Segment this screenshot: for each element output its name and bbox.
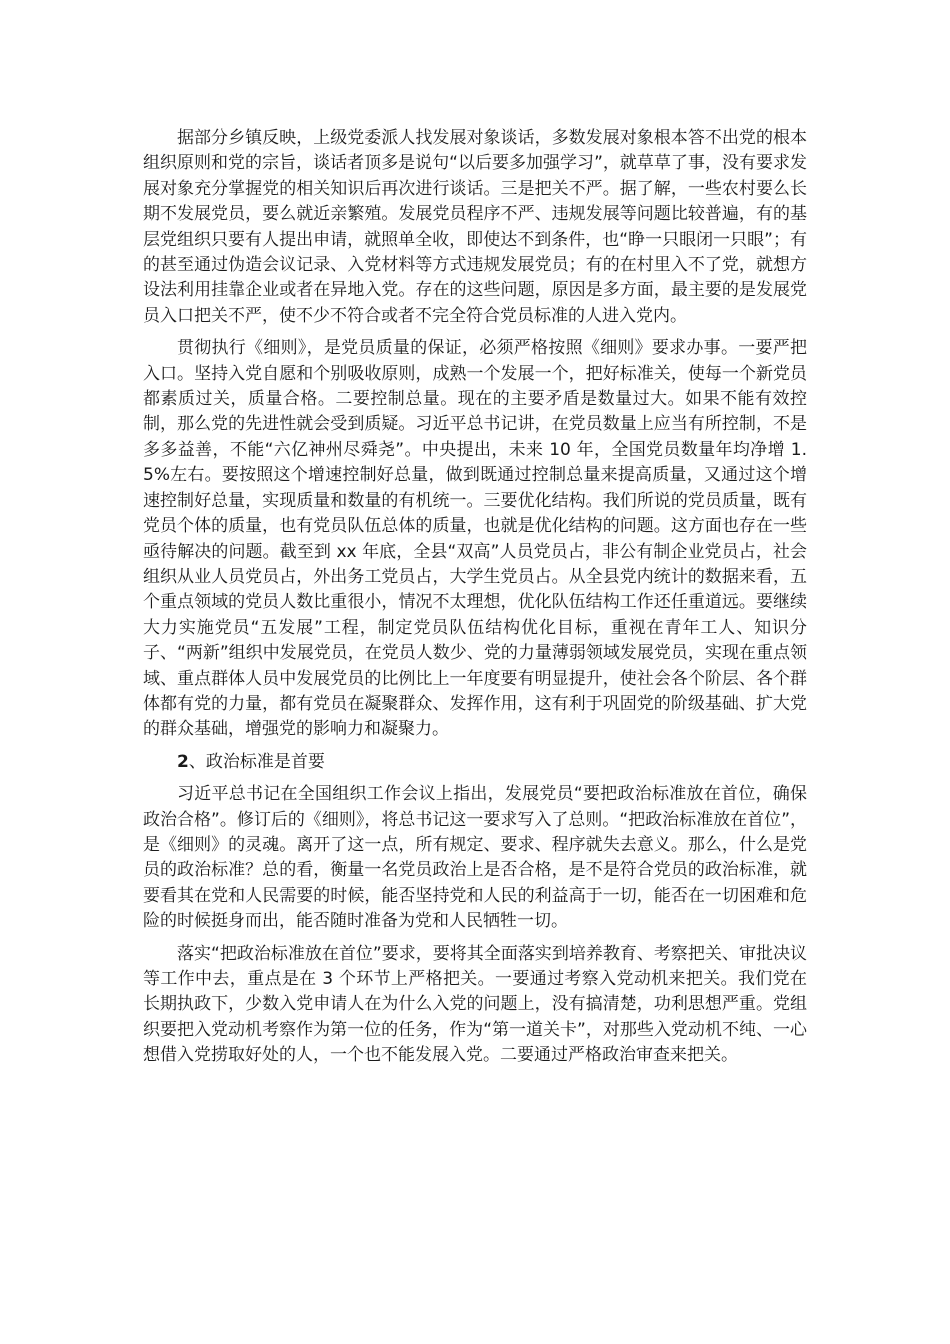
section-heading [143, 750, 807, 775]
paragraph-1: 据部分乡镇反映，上级党委派人找发展对象谈话，多数发展对象根本答不出党的根本组织原则和党的宗旨，谈话者顶多是说句“以后要多加强学习”，就草草了事，没有要求发展对象充分掌握党的相关知识后再次进行谈话。三是把关不严。据了解，一些农村要么长期不发展党员，要么就近亲繁殖。发展党员程序不严、违规发展等问题比较普遍，有的基层党组织只要有人提出申请，就照单全收，即使达不到条件，也“睁一只眼闭一只眼”；有的甚至通过伪造会议记录、入党材料等方式违规发展党员；有的在村里入不了党，就想方设法利用挂靠企业或者在异地入党。存在的这些问题，原因是多方面，最主要的是发展党员入口把关不严，使不少不符合或者不完全符合党员标准的人进入党内。 [143, 128, 807, 326]
document-body [143, 126, 807, 1076]
paragraph-2: 贯彻执行《细则》，是党员质量的保证，必须严格按照《细则》要求办事。一要严把入口。坚持入党自愿和个别吸收原则，成熟一个发展一个，把好标准关，使每一个新党员都素质过关，质量合格。二要控制总量。现在的主要矛盾是数量过大。如果不能有效控制，那么党的先进性就会受到质疑。习近平总书记讲，在党员数量上应当有所控制，不是多多益善，不能“六亿神州尽舜尧”。中央提出，未来 10 年，全国党员数量年均净增 1.5%左右。要按照这个增速控制好总量，做到既通过控制总量来提高质量，又通过这个增速控制好总量，实现质量和数量的有机统一。三要优化结构。我们所说的党员质量，既有党员个体的质量，也有党员队伍总体的质量，也就是优化结构的问题。这方面也存在一些亟待解决的问题。截至到 xx 年底，全县“双高”人员党员占，非公有制企业党员占，社会组织从业人员党员占，外出务工党员占，大学生党员占。从全县党内统计的数据来看，五个重点领域的党员人数比重很小，情况不太理想，优化队伍结构工作还任重道远。要继续大力实施党员“五发展”工程，制定党员队伍结构优化目标，重视在青年工人、知识分子、“两新”组织中发展党员，在党员人数少、党的力量薄弱领域发展党员，实现在重点领域、重点群体人员中发展党员的比例比上一年度要有明显提升，使社会各个阶层、各个群体都有党的力量，都有党员在凝聚群众、发挥作用，这有利于巩固党的阶级基础、扩大党的群众基础，增强党的影响力和凝聚力。 [143, 338, 807, 740]
section-title: 、政治标准是首要 [188, 751, 325, 772]
paragraph-4: 落实“把政治标准放在首位”要求，要将其全面落实到培养教育、考察把关、审批决议等工作中去，重点是在 3 个环节上严格把关。一要通过考察入党动机来把关。我们党在长期执政下，少数入党申请人在为什么入党的问题上，没有搞清楚，功利思想严重。党组织要把入党动机考察作为第一位的任务，作为“第一道关卡”，对那些入党动机不纯、一心想借入党捞取好处的人，一个也不能发展入党。二要通过严格政治审查来把关。 [143, 943, 807, 1066]
paragraph-3: 习近平总书记在全国组织工作会议上指出，发展党员“要把政治标准放在首位，确保政治合格”。修订后的《细则》，将总书记这一要求写入了总则。“把政治标准放在首位”，是《细则》的灵魂。离开了这一点，所有规定、要求、程序就失去意义。那么，什么是党员的政治标准？总的看，衡量一名党员政治上是否合格，是不是符合党员的政治标准，就要看其在党和人民需要的时候，能否坚持党和人民的利益高于一切，能否在一切困难和危险的时候挺身而出，能否随时准备为党和人民牺牲一切。 [143, 784, 807, 932]
section-number: 2 [177, 751, 189, 772]
